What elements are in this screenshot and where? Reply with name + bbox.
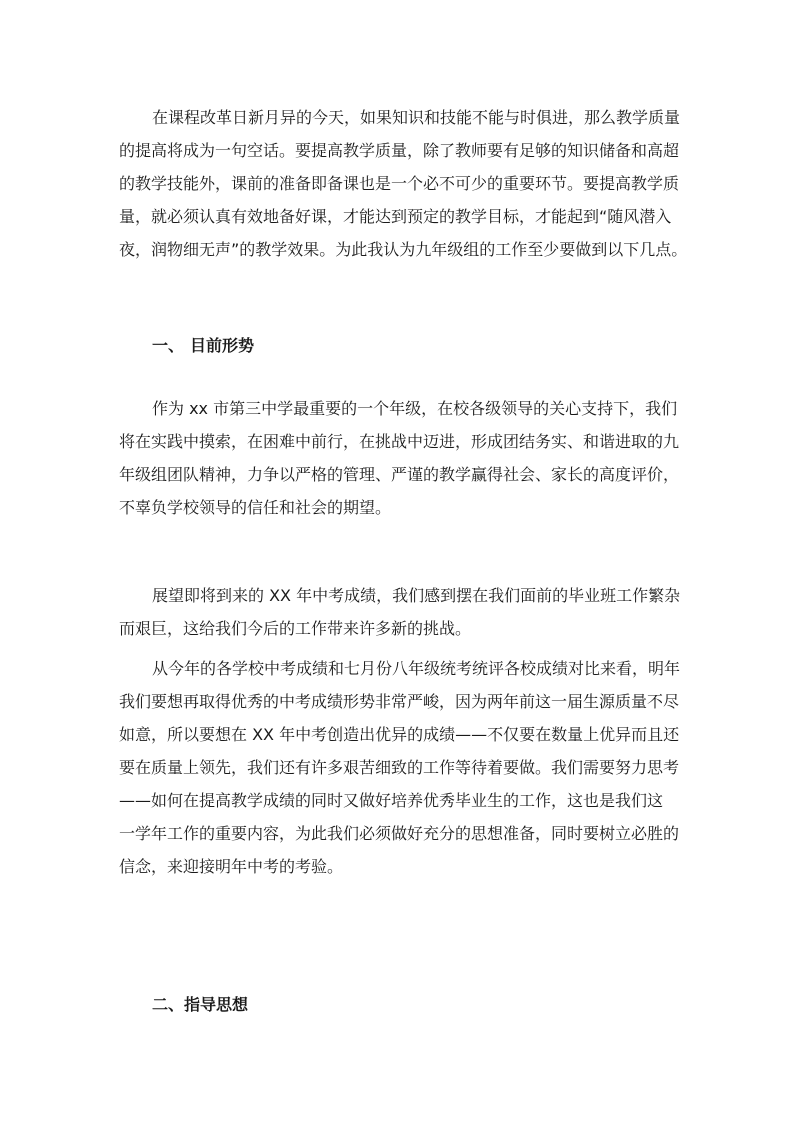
text-line: ——如何在提高教学成绩的同时又做好培养优秀毕业生的工作，这也是我们这: [119, 791, 664, 810]
text-line: 不辜负学校领导的信任和社会的期望。: [119, 498, 392, 517]
section-title: 二、指导思想: [152, 995, 249, 1014]
text-line: 的提高将成为一句空话。要提高教学质量，除了教师要有足够的知识储备和高超: [119, 141, 680, 160]
section-heading-1: [152, 334, 254, 358]
intro-paragraph: [119, 101, 688, 266]
text-line: 将在实践中摸索，在困难中前行，在挑战中迈进，形成团结务实、和谐进取的九: [119, 432, 680, 451]
section-title: 目前形势: [190, 336, 255, 355]
situation-paragraph-2: [119, 579, 679, 645]
text-line: 如意，所以要想在 XX 年中考创造出优异的成绩——不仅要在数量上优异而且还: [119, 725, 680, 744]
text-line: 我们要想再取得优秀的中考成绩形势非常严峻，因为两年前这一届生源质量不尽: [119, 692, 680, 711]
text-line: 量，就必须认真有效地备好课，才能达到预定的教学目标，才能起到“随风潜入: [119, 207, 672, 226]
section-number: 一、: [152, 336, 185, 355]
text-line: 而艰巨，这给我们今后的工作带来许多新的挑战。: [119, 619, 472, 638]
situation-paragraph-1: [119, 392, 679, 524]
text-line: 信念，来迎接明年中考的考验。: [119, 857, 344, 876]
situation-paragraph-3: [119, 652, 679, 883]
text-line: 要在质量上领先，我们还有许多艰苦细致的工作等待着要做。我们需要努力思考: [119, 758, 680, 777]
text-line: 夜，润物细无声”的教学效果。为此我认为九年级组的工作至少要做到以下几点。: [119, 240, 688, 259]
text-line: 在课程改革日新月异的今天，如果知识和技能不能与时俱进，那么教学质量: [152, 108, 681, 127]
text-line: 从今年的各学校中考成绩和七月份八年级统考统评各校成绩对比来看，明年: [152, 659, 681, 678]
text-line: 作为 xx 市第三中学最重要的一个年级，在校各级领导的关心支持下，我们: [152, 399, 678, 418]
text-line: 展望即将到来的 XX 年中考成绩，我们感到摆在我们面前的毕业班工作繁杂: [152, 586, 681, 605]
section-heading-2: [152, 993, 248, 1017]
text-line: 一学年工作的重要内容，为此我们必须做好充分的思想准备，同时要树立必胜的: [119, 824, 680, 843]
text-line: 的教学技能外，课前的准备即备课也是一个必不可少的重要环节。要提高教学质: [119, 174, 680, 193]
text-line: 年级组团队精神，力争以严格的管理、严谨的教学赢得社会、家长的高度评价，: [119, 465, 680, 484]
